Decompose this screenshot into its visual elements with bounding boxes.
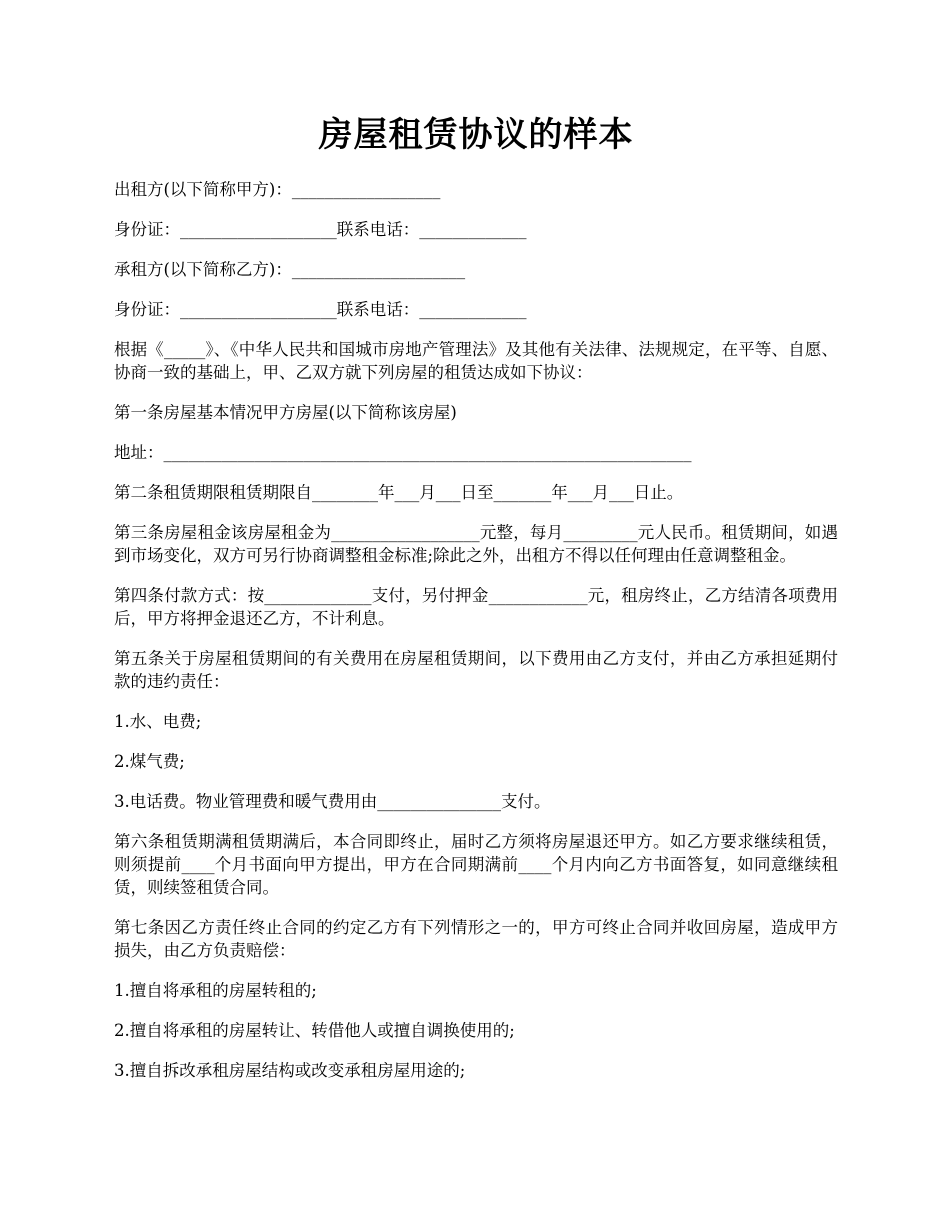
fee-item-3: 3.电话费。物业管理费和暖气费用由_______________支付。 xyxy=(114,792,551,811)
article-4-payment: 第四条付款方式：按_____________支付，另付押金____________元，租房终止，乙方结清各项费用后，甲方将押金退还乙方，不计利息。 xyxy=(114,586,838,628)
termination-item-2: 2.擅自将承租的房屋转让、转借他人或擅自调换使用的; xyxy=(114,1021,515,1040)
preamble-paragraph: 根据《_____》、《中华人民共和国城市房地产管理法》及其他有关法律、法规规定，在平等、自愿、协商一致的基础上，甲、乙双方就下列房屋的租赁达成如下协议： xyxy=(114,340,838,382)
article-1-heading: 第一条房屋基本情况甲方房屋(以下简称该房屋) xyxy=(114,403,457,422)
article-5-fees: 第五条关于房屋租赁期间的有关费用在房屋租赁期间，以下费用由乙方支付，并由乙方承担延期付款的违约责任： xyxy=(114,649,838,691)
article-3-rent: 第三条房屋租金该房屋租金为__________________元整，每月_________元人民币。租赁期间，如遇到市场变化，双方可另行协商调整租金标准;除此之外，出租方不得以任何理由任意调整租金。 xyxy=(114,523,838,565)
termination-item-1: 1.擅自将承租的房屋转租的; xyxy=(114,981,317,1000)
lessor-id-phone-line: 身份证：___________________联系电话：_____________ xyxy=(114,220,527,239)
fee-item-2: 2.煤气费; xyxy=(114,752,185,771)
lessee-id-phone-line: 身份证：___________________联系电话：_____________ xyxy=(114,300,527,319)
document-title: 房屋租赁协议的样本 xyxy=(318,115,634,155)
fee-item-1: 1.水、电费; xyxy=(114,712,202,731)
lessee-line: 承租方(以下简称乙方)：_____________________ xyxy=(114,260,466,279)
lessor-line: 出租方(以下简称甲方)：__________________ xyxy=(114,180,441,199)
termination-item-3: 3.擅自拆改承租房屋结构或改变承租房屋用途的; xyxy=(114,1061,466,1080)
address-line: 地址：________________________________________________________________ xyxy=(114,443,692,462)
article-6-expiry: 第六条租赁期满租赁期满后，本合同即终止，届时乙方须将房屋退还甲方。如乙方要求继续租赁，则须提前____个月书面向甲方提出，甲方在合同期满前____个月内向乙方书面答复，如同意继续租赁，则续签租赁合同。 xyxy=(114,832,838,897)
article-2-lease-term: 第二条租赁期限租赁期限自________年___月___日至_______年___月___日止。 xyxy=(114,483,684,502)
article-7-termination: 第七条因乙方责任终止合同的约定乙方有下列情形之一的，甲方可终止合同并收回房屋，造成甲方损失，由乙方负责赔偿： xyxy=(114,918,838,960)
